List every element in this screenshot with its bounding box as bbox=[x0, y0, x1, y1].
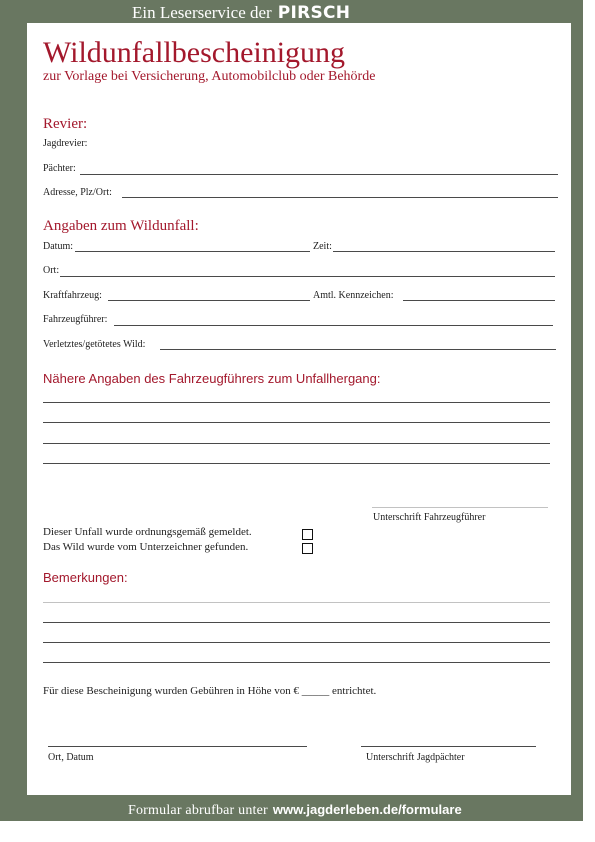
label-kraftfahrzeug: Kraftfahrzeug: bbox=[43, 290, 102, 301]
unfallhergang-line[interactable] bbox=[43, 428, 550, 444]
gebuehren-text: Für diese Bescheinigung wurden Gebühren in Höhe von € _____ entrichtet. bbox=[43, 685, 377, 697]
label-fahrzeugfuehrer: Fahrzeugführer: bbox=[43, 314, 108, 325]
ort-field[interactable] bbox=[60, 265, 555, 277]
label-signature-jagdpaechter: Unterschrift Jagdpächter bbox=[366, 752, 465, 763]
signature-fahrzeugfuehrer-field[interactable] bbox=[372, 496, 548, 508]
footer-text: Formular abrufbar unter bbox=[128, 803, 268, 818]
section-heading-wildunfall: Angaben zum Wildunfall: bbox=[43, 218, 199, 234]
wild-field[interactable] bbox=[160, 338, 556, 350]
form-title: Wildunfallbescheinigung bbox=[43, 36, 346, 69]
signature-jagdpaechter-field[interactable] bbox=[361, 735, 536, 747]
kraftfahrzeug-field[interactable] bbox=[108, 289, 310, 301]
bemerkungen-line[interactable] bbox=[43, 587, 550, 603]
section-heading-revier: Revier: bbox=[43, 116, 88, 132]
label-signature-fahrzeugfuehrer: Unterschrift Fahrzeugführer bbox=[373, 512, 486, 523]
form-subtitle: zur Vorlage bei Versicherung, Automobilclub oder Behörde bbox=[43, 69, 376, 84]
label-wild: Verletztes/getötetes Wild: bbox=[43, 339, 146, 350]
datum-field[interactable] bbox=[75, 240, 310, 252]
adresse-field[interactable] bbox=[122, 186, 558, 198]
footer-banner bbox=[128, 803, 462, 818]
fahrzeugfuehrer-field[interactable] bbox=[114, 314, 553, 326]
bemerkungen-line[interactable] bbox=[43, 647, 550, 663]
label-adresse: Adresse, Plz/Ort: bbox=[43, 187, 112, 198]
unfallhergang-line[interactable] bbox=[43, 407, 550, 423]
bemerkungen-line[interactable] bbox=[43, 607, 550, 623]
unfallhergang-line[interactable] bbox=[43, 448, 550, 464]
header-service-text: Ein Leserservice der bbox=[132, 3, 272, 22]
label-ort-datum: Ort, Datum bbox=[48, 752, 94, 763]
checkbox-gefunden[interactable] bbox=[302, 543, 313, 554]
label-ort: Ort: bbox=[43, 265, 60, 276]
label-datum: Datum: bbox=[43, 241, 73, 252]
brand-logo: PIRSCH bbox=[277, 3, 351, 23]
confirmation-label-gemeldet: Dieser Unfall wurde ordnungsgemäß gemeldet. bbox=[43, 526, 252, 538]
paechter-field[interactable] bbox=[80, 163, 558, 175]
unfallhergang-line[interactable] bbox=[43, 387, 550, 403]
label-paechter: Pächter: bbox=[43, 163, 76, 174]
kennzeichen-field[interactable] bbox=[403, 289, 555, 301]
checkbox-gemeldet[interactable] bbox=[302, 529, 313, 540]
zeit-field[interactable] bbox=[333, 240, 555, 252]
footer-url-link[interactable]: www.jagderleben.de/formulare bbox=[272, 802, 462, 817]
bemerkungen-line[interactable] bbox=[43, 627, 550, 643]
section-heading-unfallhergang: Nähere Angaben des Fahrzeugführers zum Unfallhergang: bbox=[43, 371, 381, 386]
label-zeit: Zeit: bbox=[313, 241, 332, 252]
label-jagdrevier: Jagdrevier: bbox=[43, 138, 88, 149]
header-banner bbox=[132, 4, 350, 22]
form-sheet bbox=[27, 23, 571, 795]
label-kennzeichen: Amtl. Kennzeichen: bbox=[313, 290, 394, 301]
confirmation-label-gefunden: Das Wild wurde vom Unterzeichner gefunden. bbox=[43, 541, 249, 553]
ort-datum-field[interactable] bbox=[48, 735, 307, 747]
section-heading-bemerkungen: Bemerkungen: bbox=[43, 570, 128, 585]
